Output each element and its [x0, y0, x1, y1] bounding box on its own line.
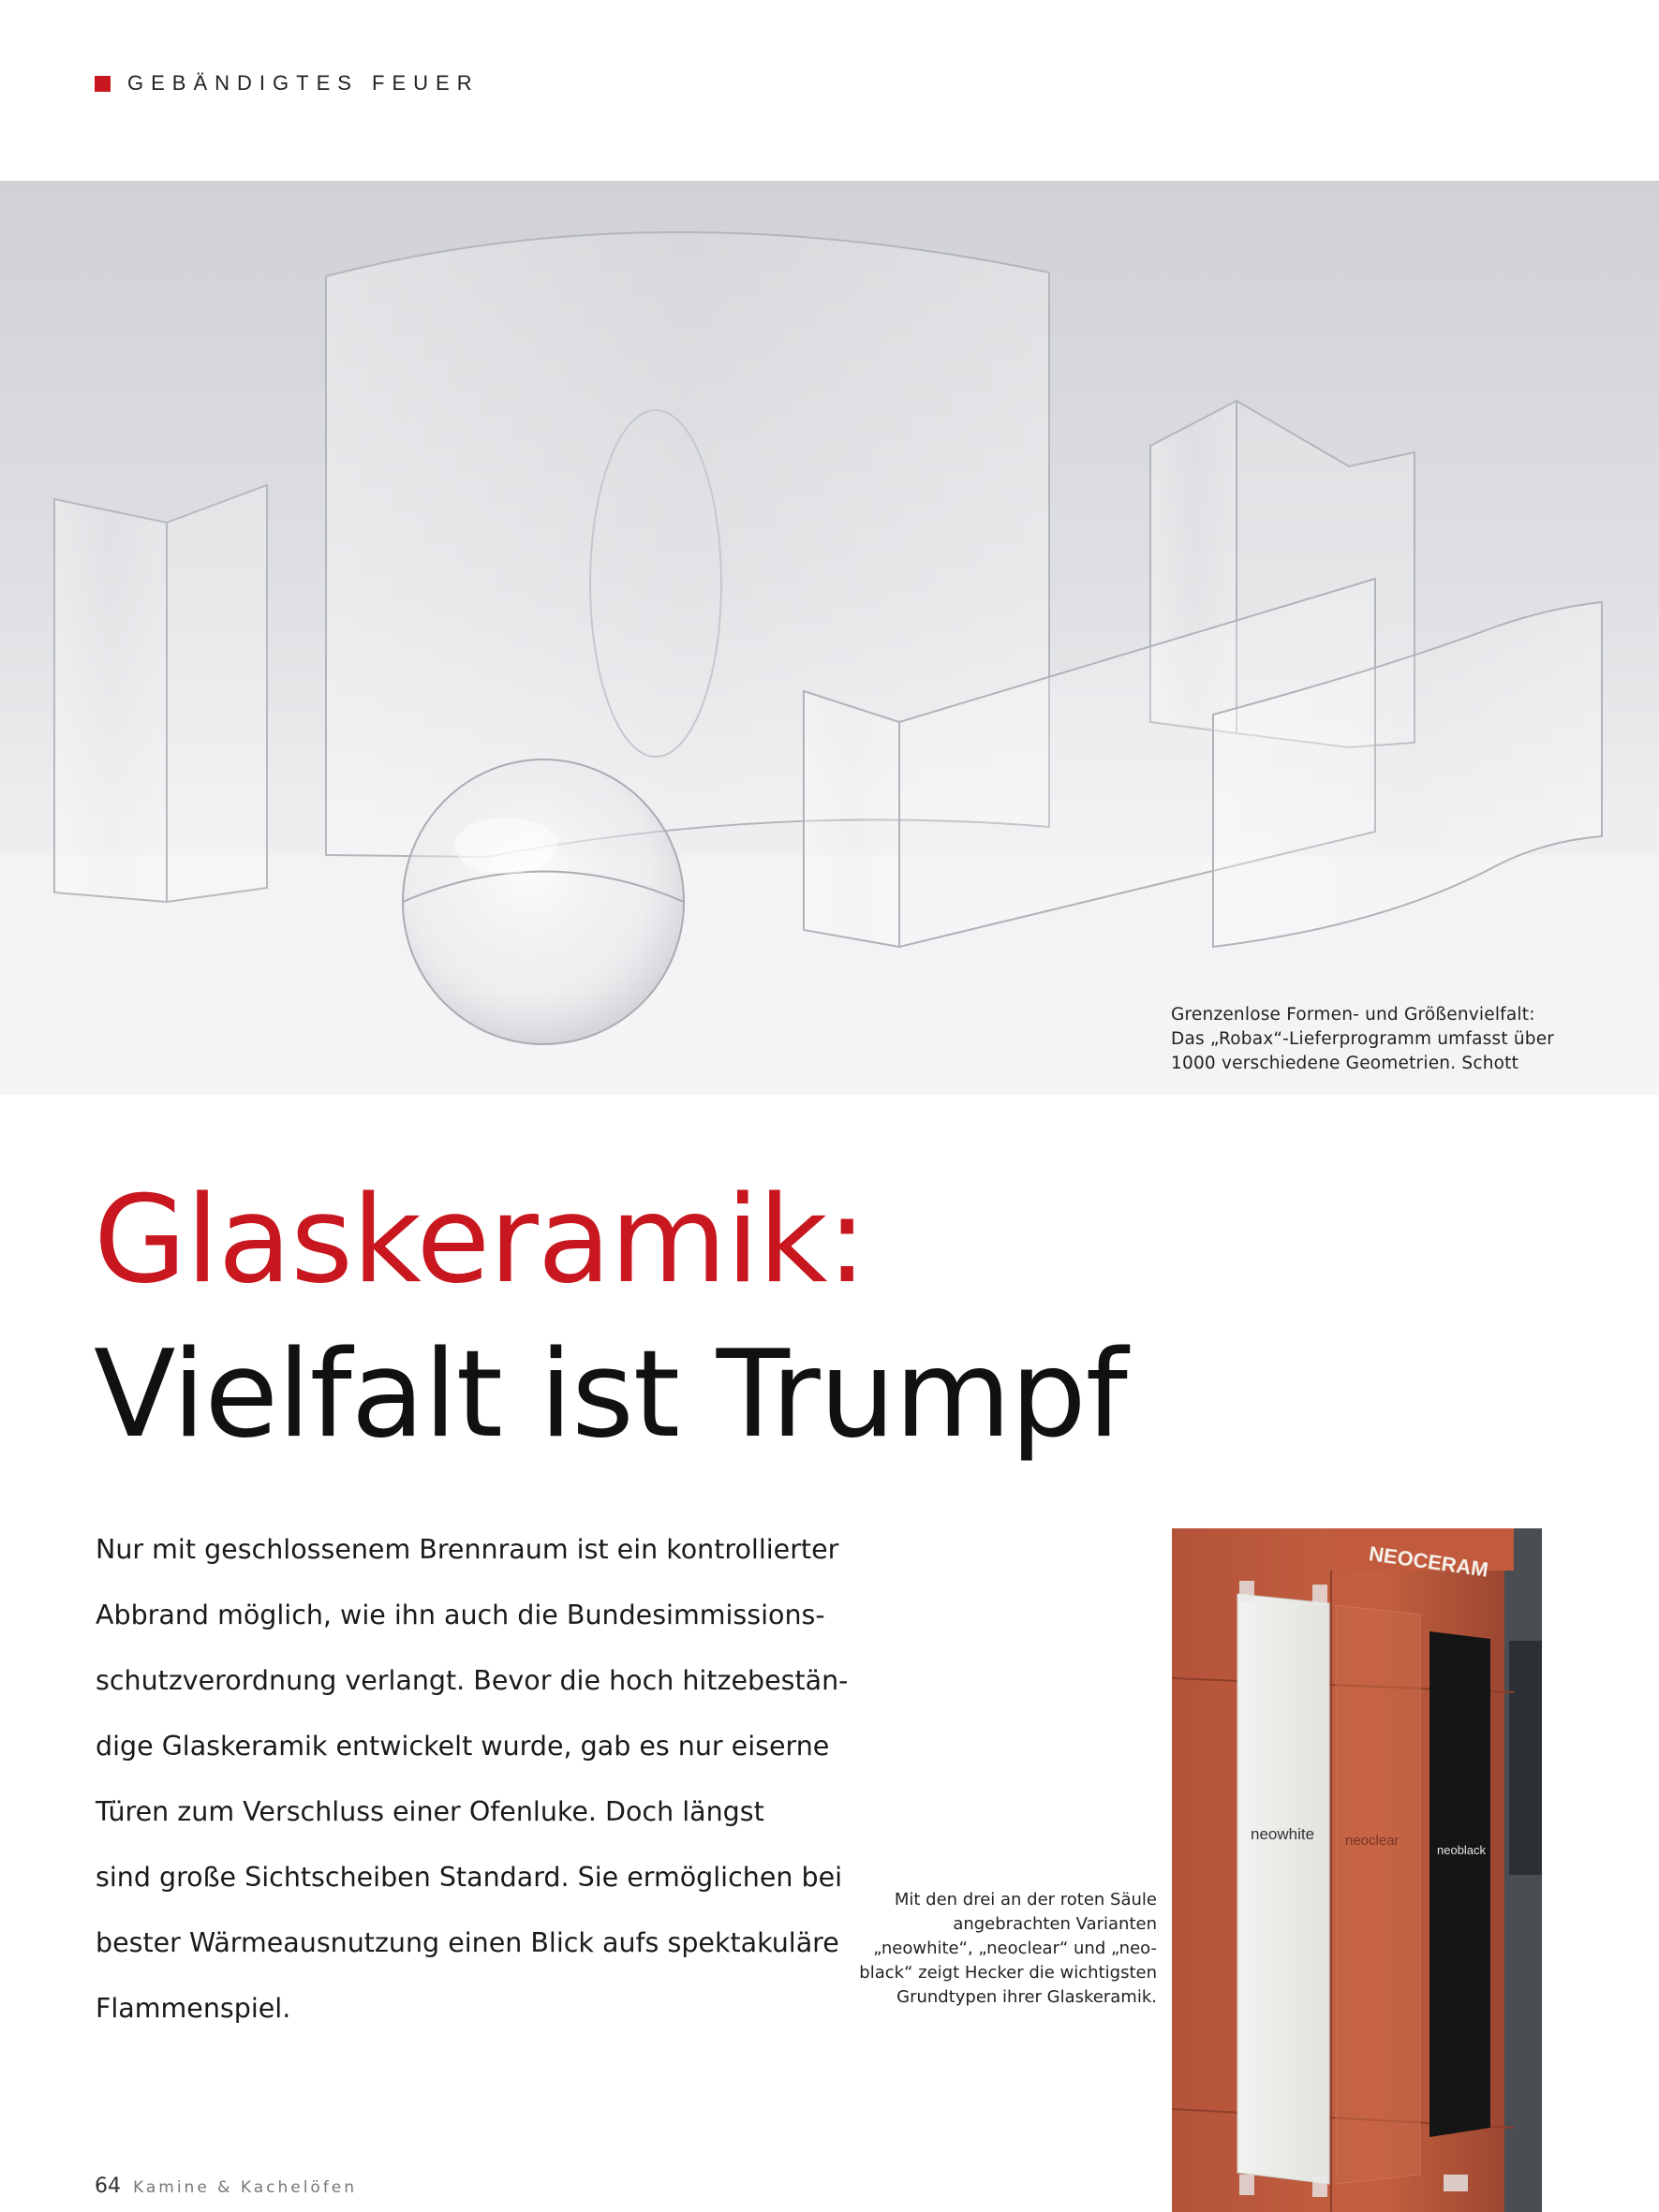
body-line: Flammenspiel.	[96, 1993, 291, 2024]
body-line: Nur mit geschlossenem Brennraum ist ein kontrollierter	[96, 1534, 839, 1565]
photo2-caption-line: „neowhite“, „neoclear“ und „neo-	[873, 1939, 1157, 1958]
photo2-caption	[824, 1888, 1157, 2010]
hero-caption-line: 1000 verschiedene Geometrien. Schott	[1171, 1054, 1519, 1073]
body-line: Türen zum Verschluss einer Ofenluke. Doch längst	[96, 1796, 764, 1827]
magazine-name: Kamine & Kachelöfen	[133, 2178, 358, 2197]
neoceram-illustration	[1172, 1528, 1542, 2212]
glass-shapes-illustration	[0, 181, 1659, 1095]
neoceram-sign: NEOCERAM	[1367, 1541, 1490, 1582]
body-line: bester Wärmeausnutzung einen Blick aufs spektakuläre	[96, 1927, 839, 1958]
glass-sphere	[403, 759, 684, 1044]
neowhite-label: neowhite	[1251, 1825, 1315, 1843]
l-shaped-panel	[54, 485, 267, 902]
photo2-caption-line: Mit den drei an der roten Säule	[894, 1890, 1157, 1910]
body-line: schutzverordnung verlangt. Bevor die hoch hitzebestän-	[96, 1665, 849, 1696]
photo2-caption-line: black“ zeigt Hecker die wichtigsten	[859, 1963, 1157, 1983]
hero-caption-line: Grenzenlose Formen- und Größenvielfalt:	[1171, 1005, 1535, 1025]
headline-line-1: Glaskeramik:	[94, 1171, 867, 1310]
neoceram-column-photo	[1172, 1528, 1542, 2212]
hero-caption	[1171, 1003, 1564, 1076]
kicker-text: GEBÄNDIGTES FEUER	[127, 71, 480, 95]
hero-image-glass-shapes	[0, 181, 1659, 1095]
hero-caption-line: Das „Robax“-Lieferprogramm umfasst über	[1171, 1029, 1555, 1049]
headline-line-2: Vielfalt ist Trumpf	[94, 1325, 1127, 1465]
page-number: 64	[95, 2175, 121, 2198]
neoblack-label: neoblack	[1437, 1843, 1487, 1857]
page-footer	[95, 2175, 357, 2198]
body-line: sind große Sichtscheiben Standard. Sie ermöglichen bei	[96, 1862, 843, 1893]
photo2-caption-line: angebrachten Varianten	[953, 1914, 1157, 1934]
body-line: dige Glaskeramik entwickelt wurde, gab es nur eiserne	[96, 1731, 830, 1762]
neoclear-label: neoclear	[1345, 1833, 1400, 1849]
photo2-caption-line: Grundtypen ihrer Glaskeramik.	[896, 1987, 1157, 2007]
body-paragraph	[96, 1517, 849, 2042]
section-kicker	[95, 71, 480, 96]
body-line: Abbrand möglich, wie ihn auch die Bundesimmissions-	[96, 1600, 825, 1630]
red-square-icon	[95, 76, 111, 92]
